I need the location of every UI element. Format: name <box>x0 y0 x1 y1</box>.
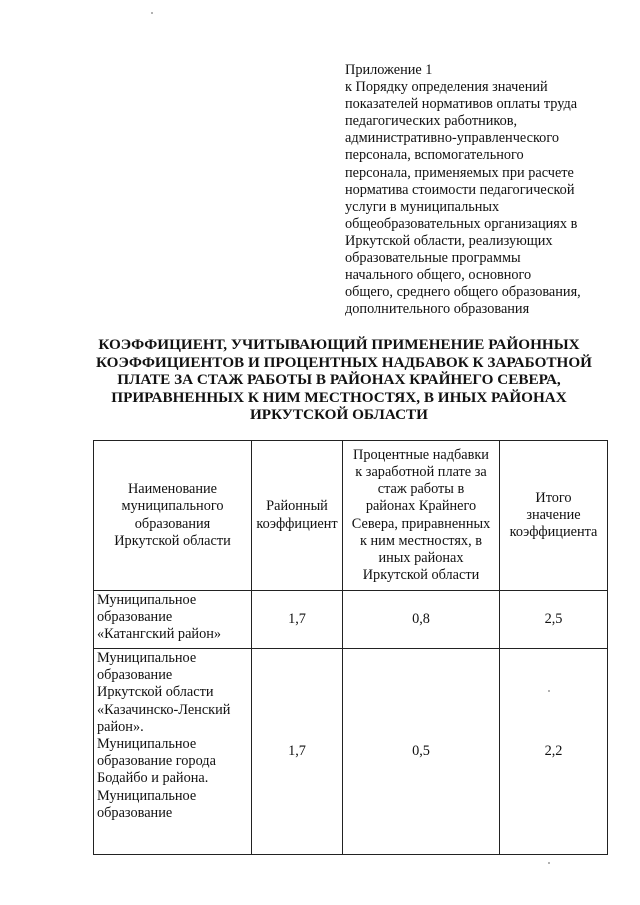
appendix-line: общеобразовательных организациях в <box>345 215 578 232</box>
appendix-line: персонала, вспомогательного <box>345 147 524 164</box>
appendix-note <box>345 62 615 318</box>
cell-total: 2,5 <box>500 591 608 649</box>
title-line: ИРКУТСКОЙ ОБЛАСТИ <box>249 406 428 424</box>
cell-total: 2,2 <box>500 649 608 855</box>
title-line: КОЭФФИЦИЕНТ, УЧИТЫВАЮЩИЙ ПРИМЕНЕНИЕ РАЙОННЫХ <box>98 336 580 353</box>
appendix-line: персонала, применяемых при расчете <box>345 164 574 181</box>
cell-north-bonus: 0,5 <box>343 649 500 855</box>
title-line: КОЭФФИЦИЕНТОВ И ПРОЦЕНТНЫХ НАДБАВОК К ЗАРАБОТНОЙ <box>96 353 592 371</box>
title-line: ПРИРАВНЕННЫХ К НИМ МЕСТНОСТЯХ, В ИНЫХ РАЙОНАХ <box>111 388 567 406</box>
appendix-line: педагогических работников, <box>345 113 518 130</box>
scan-speck <box>151 12 153 14</box>
appendix-line: Приложение 1 <box>345 62 433 78</box>
cell-north-bonus: 0,8 <box>343 591 500 649</box>
appendix-line: общего, среднего общего образования, <box>345 284 581 301</box>
cell-municipality: Муниципальное образование «Катангский район» <box>94 591 252 649</box>
appendix-line: к Порядку определения значений <box>345 79 548 96</box>
table-row <box>94 591 608 649</box>
cell-municipality: Муниципальное образование Иркутской области «Казачинско-Ленский район». Муниципальное образование города Бодайбо и района. Муниципальное образование <box>94 649 252 855</box>
appendix-line: начального общего, основного <box>345 267 532 284</box>
appendix-line: норматива стоимости педагогической <box>345 181 575 198</box>
scan-speck <box>548 862 550 864</box>
document-title <box>96 336 592 424</box>
appendix-line: услуги в муниципальных <box>345 198 500 215</box>
header-district-coefficient: Районный коэффициент <box>252 441 343 591</box>
appendix-line: показателей нормативов оплаты труда <box>345 96 578 113</box>
coefficient-table <box>93 440 608 855</box>
title-line: ПЛАТЕ ЗА СТАЖ РАБОТЫ В РАЙОНАХ КРАЙНЕГО СЕВЕРА, <box>117 371 561 389</box>
header-total-coefficient: Итого значение коэффициента <box>500 441 608 591</box>
cell-district-coefficient: 1,7 <box>252 649 343 855</box>
appendix-line: дополнительного образования <box>345 301 530 318</box>
appendix-line: административно-управленческого <box>345 130 559 147</box>
appendix-line: образовательные программы <box>345 250 521 267</box>
header-municipality: Наименование муниципального образования Иркутской области <box>94 441 252 591</box>
header-north-bonus: Процентные надбавки к заработной плате за стаж работы в районах Крайнего Севера, приравненных к ним местностях, в иных районах Иркутской области <box>343 441 500 591</box>
scan-speck <box>548 690 550 692</box>
table-header-row <box>94 441 608 591</box>
cell-district-coefficient: 1,7 <box>252 591 343 649</box>
appendix-line: Иркутской области, реализующих <box>345 232 553 249</box>
table-row <box>94 649 608 855</box>
